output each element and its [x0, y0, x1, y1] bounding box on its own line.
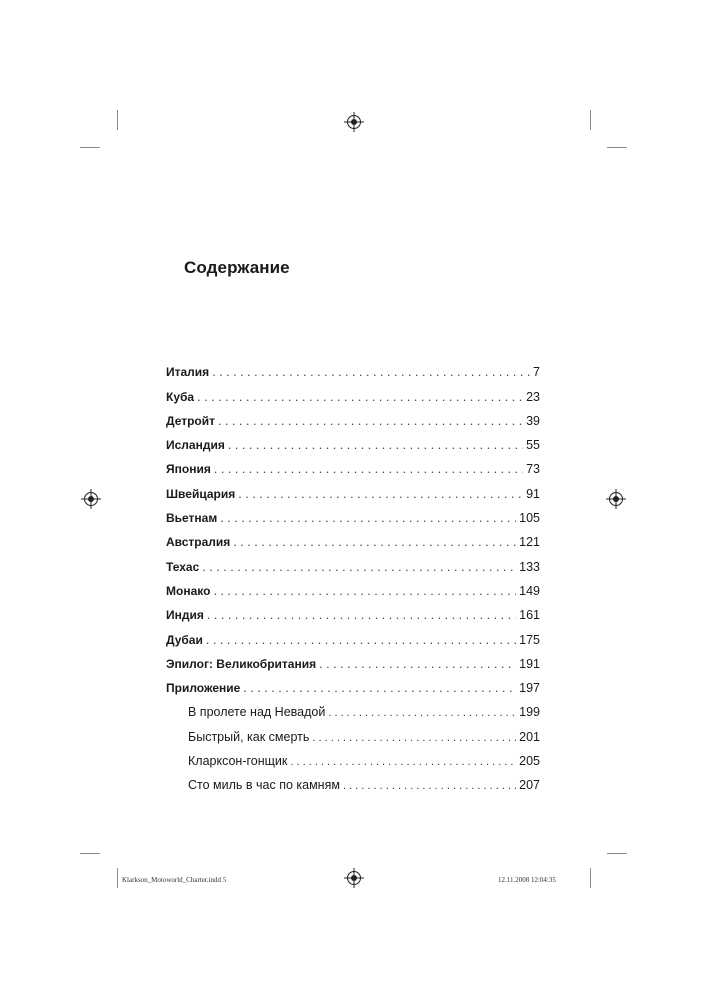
registration-mark-top-icon: [347, 115, 361, 129]
toc-entry-title: Вьетнам: [166, 511, 218, 526]
slug-timestamp: 12.11.2008 12:04:35: [498, 876, 556, 884]
leader-dots: [343, 780, 516, 792]
leader-dots: [202, 561, 516, 574]
crop-mark-top-right: [590, 110, 591, 130]
leader-dots: [243, 682, 516, 695]
toc-subentry-title: Сто миль в час по камням: [188, 778, 340, 793]
toc-entry-page: 91: [526, 486, 540, 501]
toc-subentry: [166, 695, 540, 719]
toc-entry-title: Италия: [166, 365, 210, 380]
toc-entry: [166, 379, 540, 403]
toc-entry: [166, 622, 540, 646]
toc-entry: [166, 404, 540, 428]
toc-entry: [166, 598, 540, 622]
toc-entry-page: 133: [519, 559, 540, 574]
toc-subentry-page: 207: [519, 778, 540, 793]
toc-entry-title: Детройт: [166, 413, 216, 428]
leader-dots: [213, 585, 516, 598]
registration-mark-bottom-icon: [347, 871, 361, 885]
toc-entry: [166, 428, 540, 452]
toc-entry-page: 39: [526, 413, 540, 428]
toc-entry-title: Дубаи: [166, 632, 203, 647]
leader-dots: [218, 415, 523, 428]
toc-entry-title: Приложение: [166, 681, 241, 696]
toc-entry-page: 161: [519, 608, 540, 623]
crop-mark-right-top: [607, 147, 627, 148]
toc-entry-page: 105: [519, 511, 540, 526]
slug-file-name: Klarkson_Motoworld_Charter.indd 5: [122, 876, 227, 884]
leader-dots: [228, 439, 523, 452]
leader-dots: [290, 756, 516, 768]
toc-entry-page: 121: [519, 535, 540, 550]
toc-entry: [166, 671, 540, 695]
crop-mark-top-left: [117, 110, 118, 130]
toc-entry-title: Монако: [166, 583, 211, 598]
toc-entry-title: Австралия: [166, 535, 231, 550]
toc-entry: [166, 574, 540, 598]
toc-entry-page: 191: [519, 656, 540, 671]
toc-subentry-page: 205: [519, 754, 540, 769]
crop-mark-left-bottom: [80, 853, 100, 854]
table-of-contents: [166, 355, 540, 792]
toc-entry-title: Техас: [166, 559, 200, 574]
leader-dots: [312, 732, 516, 744]
leader-dots: [212, 366, 530, 379]
toc-entry-page: 197: [519, 681, 540, 696]
leader-dots: [220, 512, 516, 525]
toc-entry-page: 23: [526, 389, 540, 404]
leader-dots: [214, 463, 523, 476]
toc-subentry-title: Кларксон-гонщик: [188, 754, 288, 769]
toc-entry-title: Эпилог: Великобритания: [166, 656, 317, 671]
toc-entry: [166, 549, 540, 573]
crop-mark-bottom-left: [117, 868, 118, 888]
toc-subentry: [166, 719, 540, 743]
toc-subentry-page: 199: [519, 705, 540, 720]
toc-entry-page: 175: [519, 632, 540, 647]
toc-subentry: [166, 744, 540, 768]
toc-entry-title: Куба: [166, 389, 195, 404]
toc-entry: [166, 501, 540, 525]
leader-dots: [233, 536, 516, 549]
toc-entry-page: 73: [526, 462, 540, 477]
toc-entry-title: Швейцария: [166, 486, 236, 501]
page-title: Содержание: [184, 258, 290, 277]
registration-mark-right-icon: [609, 492, 623, 506]
leader-dots: [206, 634, 516, 647]
crop-mark-right-bottom: [607, 853, 627, 854]
registration-mark-left-icon: [84, 492, 98, 506]
crop-mark-bottom-right: [590, 868, 591, 888]
leader-dots: [207, 609, 516, 622]
toc-entry-page: 55: [526, 438, 540, 453]
toc-subentry-title: В пролете над Невадой: [188, 705, 326, 720]
toc-entry-title: Индия: [166, 608, 204, 623]
toc-entry-title: Исландия: [166, 438, 225, 453]
toc-entry-page: 7: [533, 365, 540, 380]
leader-dots: [328, 707, 516, 719]
toc-entry: [166, 355, 540, 379]
toc-subentry: [166, 768, 540, 792]
toc-entry: [166, 476, 540, 500]
toc-subentry-title: Быстрый, как смерть: [188, 729, 310, 744]
toc-entry: [166, 647, 540, 671]
crop-mark-left-top: [80, 147, 100, 148]
leader-dots: [238, 488, 523, 501]
toc-entry-title: Япония: [166, 462, 211, 477]
toc-entry: [166, 452, 540, 476]
leader-dots: [197, 391, 523, 404]
leader-dots: [319, 658, 516, 671]
toc-entry: [166, 525, 540, 549]
toc-entry-page: 149: [519, 583, 540, 598]
toc-subentry-page: 201: [519, 729, 540, 744]
